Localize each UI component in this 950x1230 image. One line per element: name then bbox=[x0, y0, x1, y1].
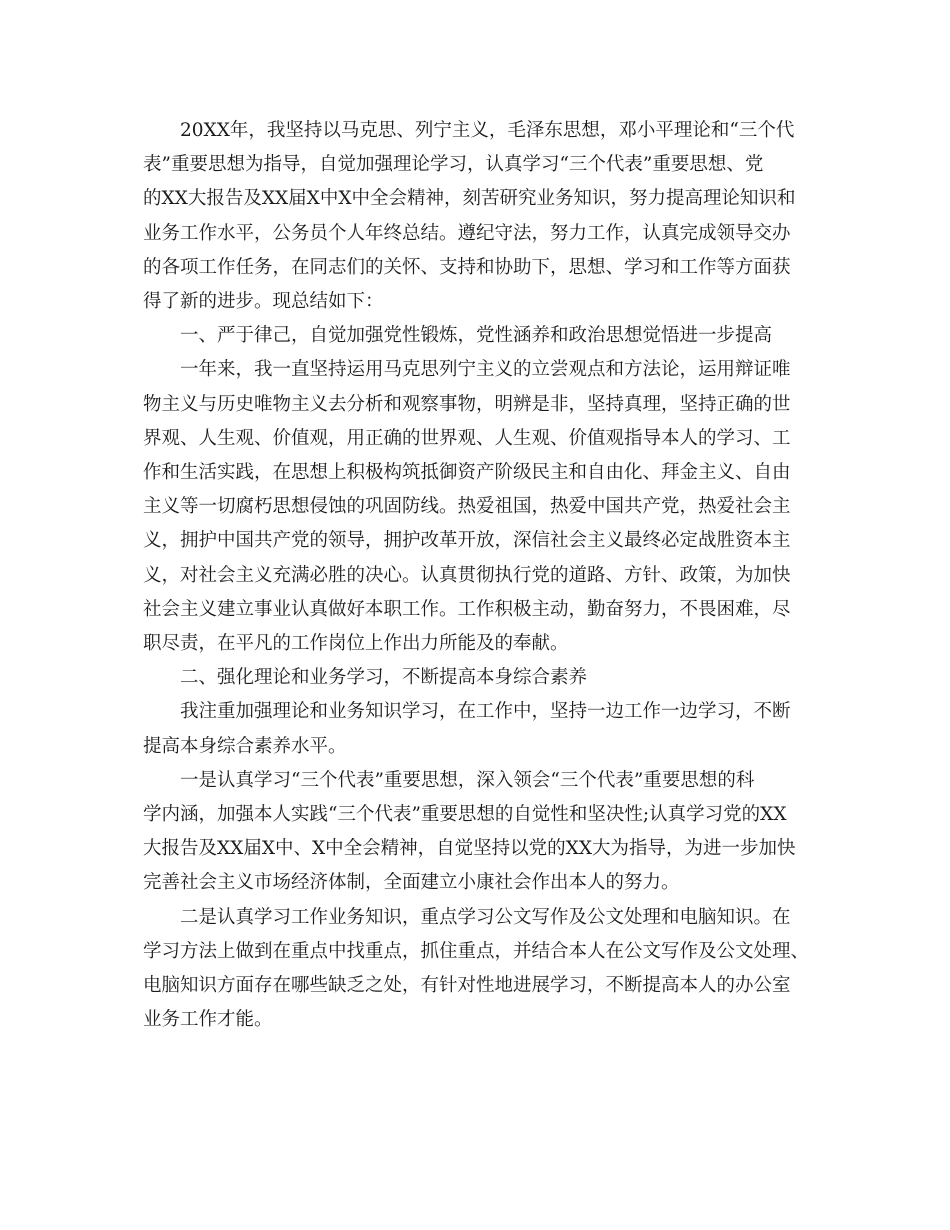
text-line: 一是认真学习“三个代表”重要思想，深入领会“三个代表”重要思想的科 bbox=[180, 769, 755, 791]
section-heading-2 bbox=[143, 661, 807, 695]
paragraph-section-2-intro bbox=[143, 695, 807, 763]
text-line: 一年来，我一直坚持运用马克思列宁主义的立尝观点和方法论，运用辩证唯 bbox=[180, 359, 791, 381]
text-line: 物主义与历史唯物主义去分析和观察事物，明辨是非，坚持真理，坚持正确的世 bbox=[143, 393, 791, 415]
text-line: 义，拥护中国共产党的领导，拥护改革开放，深信社会主义最终必定战胜资本主 bbox=[143, 530, 791, 552]
text-line: 界观、人生观、价值观，用正确的世界观、人生观、价值观指导本人的学习、工 bbox=[143, 427, 791, 449]
document-body bbox=[143, 114, 810, 1037]
text-line: 我注重加强理论和业务知识学习，在工作中，坚持一边工作一边学习，不断 bbox=[180, 701, 791, 723]
text-line: 主义等一切腐朽思想侵蚀的巩固防线。热爱祖国，热爱中国共产党，热爱社会主 bbox=[143, 496, 791, 518]
text-line: 业务工作才能。 bbox=[143, 1009, 273, 1031]
text-line: 20XX年，我坚持以马克思、列宁主义，毛泽东思想，邓小平理论和“三个代 bbox=[180, 120, 795, 141]
text-line: 作和生活实践，在思想上积极构筑抵御资产阶级民主和自由化、拜金主义、自由 bbox=[143, 462, 791, 484]
text-line: 提高本身综合素养水平。 bbox=[143, 735, 347, 757]
text-line: 义，对社会主义充满必胜的决心。认真贯彻执行党的道路、方针、政策，为加快 bbox=[143, 564, 791, 586]
text-line: 大报告及XX届X中、X中全会精神，自觉坚持以党的XX大为指导，为进一步加快 bbox=[143, 838, 796, 860]
text-line: 表”重要思想为指导，自觉加强理论学习，认真学习“三个代表”重要思想、党 bbox=[143, 154, 764, 176]
text-line: 职尽责，在平凡的工作岗位上作出力所能及的奉献。 bbox=[143, 633, 569, 655]
text-line: 电脑知识方面存在哪些缺乏之处，有针对性地进展学习，不断提高本人的办公室 bbox=[143, 975, 791, 997]
paragraph-section-1 bbox=[143, 353, 807, 661]
text-line: 社会主义建立事业认真做好本职工作。工作积极主动，勤奋努力，不畏困难，尽 bbox=[143, 598, 791, 620]
text-line: 完善社会主义市场经济体制，全面建立小康社会作出本人的努力。 bbox=[143, 872, 680, 894]
paragraph-intro bbox=[143, 114, 807, 319]
heading-line: 二、强化理论和业务学习，不断提高本身综合素养 bbox=[180, 667, 588, 689]
text-line: 得了新的进步。现总结如下： bbox=[143, 291, 384, 313]
paragraph-point-2 bbox=[143, 901, 810, 1038]
text-line: 学内涵，加强本人实践“三个代表”重要思想的自觉性和坚决性;认真学习党的XX bbox=[143, 804, 787, 826]
text-line: 学习方法上做到在重点中找重点，抓住重点，并结合本人在公文写作及公文处理、 bbox=[143, 940, 810, 962]
text-line: 二是认真学习工作业务知识，重点学习公文写作及公文处理和电脑知识。在 bbox=[180, 906, 791, 928]
heading-line: 一、严于律己，自觉加强党性锻炼，党性涵养和政治思想觉悟进一步提高 bbox=[180, 325, 773, 347]
paragraph-point-1 bbox=[143, 764, 807, 901]
text-line: 的XX大报告及XX届X中X中全会精神，刻苦研究业务知识，努力提高理论知识和 bbox=[143, 188, 796, 210]
text-line: 的各项工作任务，在同志们的关怀、支持和协助下，思想、学习和工作等方面获 bbox=[143, 256, 791, 278]
text-line: 业务工作水平，公务员个人年终总结。遵纪守法，努力工作，认真完成领导交办 bbox=[143, 222, 791, 244]
section-heading-1 bbox=[143, 319, 807, 353]
